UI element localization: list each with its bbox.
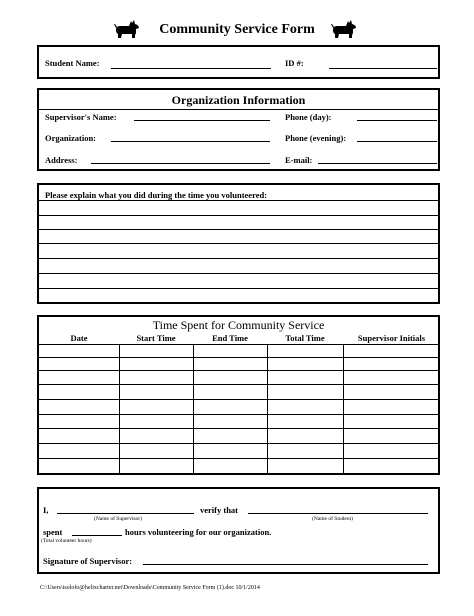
- description-line[interactable]: [39, 288, 438, 289]
- organization-divider: [39, 109, 438, 110]
- supervisor-name-field[interactable]: [134, 120, 270, 121]
- organization-field[interactable]: [111, 141, 270, 142]
- column-divider: [119, 344, 120, 473]
- name-of-student-caption: (Name of Student): [312, 516, 353, 522]
- table-row[interactable]: [39, 384, 438, 385]
- email-label: E-mail:: [285, 155, 313, 165]
- description-line[interactable]: [39, 200, 438, 201]
- organization-section: [37, 88, 440, 171]
- supervisor-name-label: Supervisor's Name:: [45, 112, 117, 122]
- volunteer-description-section: [37, 183, 440, 304]
- column-divider: [193, 344, 194, 473]
- column-header-end-time: End Time: [212, 333, 248, 343]
- student-section: [37, 45, 440, 79]
- table-header-rule: [39, 344, 438, 345]
- phone-day-label: Phone (day):: [285, 112, 332, 122]
- address-field[interactable]: [91, 163, 270, 164]
- supervisor-verification-section: [37, 487, 440, 574]
- description-line[interactable]: [39, 258, 438, 259]
- total-volunteer-hours-caption: (Total volunteer hours): [41, 538, 92, 544]
- phone-day-field[interactable]: [357, 120, 437, 121]
- organization-label: Organization:: [45, 133, 96, 143]
- scottie-dog-icon: [330, 16, 358, 44]
- description-line[interactable]: [39, 215, 438, 216]
- spent-label: spent: [43, 527, 63, 537]
- verify-i-label: I,: [43, 505, 49, 515]
- column-divider: [267, 344, 268, 473]
- student-name-field[interactable]: [111, 68, 271, 69]
- description-line[interactable]: [39, 243, 438, 244]
- phone-evening-field[interactable]: [357, 141, 437, 142]
- time-table-title: Time Spent for Community Service: [152, 318, 325, 332]
- column-header-date: Date: [70, 333, 88, 343]
- table-row[interactable]: [39, 357, 438, 358]
- signature-field[interactable]: [143, 564, 428, 565]
- table-row[interactable]: [39, 414, 438, 415]
- table-row[interactable]: [39, 458, 438, 459]
- signature-label: Signature of Supervisor:: [43, 556, 133, 566]
- verify-that-label: verify that: [200, 505, 239, 515]
- student-id-field[interactable]: [329, 68, 437, 69]
- column-divider: [343, 344, 344, 473]
- name-of-supervisor-caption: (Name of Supervisor): [94, 516, 142, 522]
- student-name-verify-field[interactable]: [248, 513, 428, 514]
- description-question: Please explain what you did during the time you volunteered:: [45, 190, 268, 200]
- hours-volunteering-text: hours volunteering for our organization.: [125, 527, 272, 537]
- file-path-footer: C:\Users\tsolofo@helixcharter.net\Downloads\Community Service Form (1).doc 10/1/2014: [40, 585, 260, 591]
- table-row[interactable]: [39, 370, 438, 371]
- description-line[interactable]: [39, 229, 438, 230]
- phone-evening-label: Phone (evening):: [285, 133, 347, 143]
- organization-title: Organization Information: [171, 93, 306, 107]
- table-row[interactable]: [39, 443, 438, 444]
- table-row[interactable]: [39, 428, 438, 429]
- address-label: Address:: [45, 155, 78, 165]
- column-header-supervisor-initials: Supervisor Initials: [357, 333, 426, 343]
- form-header: [0, 12, 474, 48]
- table-row[interactable]: [39, 399, 438, 400]
- column-header-start-time: Start Time: [136, 333, 176, 343]
- student-name-label: Student Name:: [45, 58, 100, 68]
- column-header-total-time: Total Time: [285, 333, 325, 343]
- total-hours-field[interactable]: [72, 535, 122, 536]
- student-id-label: ID #:: [285, 58, 304, 68]
- supervisor-name-verify-field[interactable]: [57, 513, 194, 514]
- description-line[interactable]: [39, 273, 438, 274]
- email-field[interactable]: [318, 163, 437, 164]
- time-spent-table: [37, 315, 440, 475]
- page-title: Community Service Form: [159, 22, 315, 37]
